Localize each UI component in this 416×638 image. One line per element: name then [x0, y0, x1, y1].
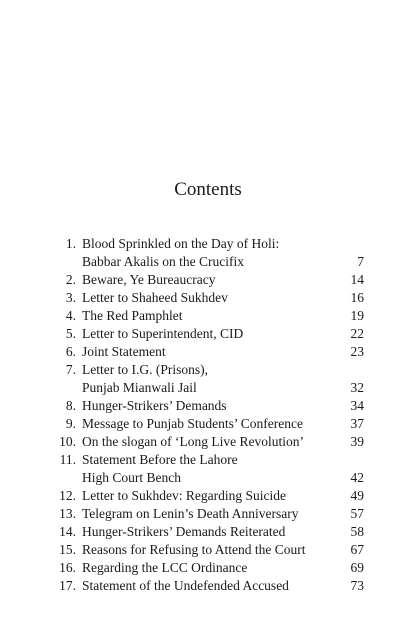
entry-page-number: 37: [350, 416, 364, 431]
toc-entry: [58, 397, 364, 415]
entry-title-line: High Court Bench: [82, 470, 181, 485]
entry-title-line: The Red Pamphlet: [82, 308, 183, 323]
toc-entry: [58, 361, 364, 397]
toc-entry: [58, 577, 364, 595]
entry-title-line: Message to Punjab Students’ Conference: [82, 416, 303, 431]
toc-entry: [58, 505, 364, 523]
entry-page-number: 57: [350, 506, 364, 521]
entry-page-number: 73: [350, 578, 364, 593]
toc-entry: [58, 271, 364, 289]
toc-entry: [58, 343, 364, 361]
entry-title-line: Hunger-Strikers’ Demands Reiterated: [82, 524, 286, 539]
entry-page-number: 69: [350, 560, 364, 575]
entry-title-line: Statement Before the Lahore: [82, 452, 238, 467]
entry-page-number: 39: [350, 434, 364, 449]
toc-entry: [58, 235, 364, 271]
entry-page-number: 49: [350, 488, 364, 503]
entry-number: 15.: [59, 542, 76, 557]
entry-page-number: 14: [350, 272, 364, 287]
entry-number: 14.: [59, 524, 76, 539]
entry-page-number: 34: [350, 398, 364, 413]
entry-number: 6.: [65, 344, 76, 359]
entry-page-number: 19: [350, 308, 364, 323]
entry-page-number: 22: [350, 326, 364, 341]
toc-entry: [58, 433, 364, 451]
entry-title-line: Blood Sprinkled on the Day of Holi:: [82, 236, 280, 251]
entry-number: 2.: [65, 272, 76, 287]
entry-number: 11.: [59, 452, 76, 467]
entry-number: 12.: [59, 488, 76, 503]
entry-number: 5.: [65, 326, 76, 341]
entry-number: 1.: [65, 236, 76, 251]
toc-entry: [58, 451, 364, 487]
contents-title: Contents: [174, 179, 242, 200]
table-of-contents: [58, 235, 364, 595]
entry-title-line: Reasons for Refusing to Attend the Court: [82, 542, 306, 557]
toc-entry: [58, 523, 364, 541]
entry-number: 7.: [65, 362, 76, 377]
entry-title-line: Letter to I.G. (Prisons),: [82, 362, 208, 377]
entry-title-line: Babbar Akalis on the Crucifix: [82, 254, 244, 269]
entry-title-line: Statement of the Undefended Accused: [82, 578, 289, 593]
entry-title-line: Punjab Mianwali Jail: [82, 380, 197, 395]
entry-title-line: Letter to Sukhdev: Regarding Suicide: [82, 488, 286, 503]
entry-number: 4.: [65, 308, 76, 323]
entry-number: 16.: [59, 560, 76, 575]
entry-page-number: 16: [350, 290, 364, 305]
entry-page-number: 67: [350, 542, 364, 557]
entry-number: 9.: [65, 416, 76, 431]
toc-entry: [58, 541, 364, 559]
entry-page-number: 58: [350, 524, 364, 539]
entry-page-number: 32: [350, 380, 364, 395]
entry-title-line: Telegram on Lenin’s Death Anniversary: [82, 506, 299, 521]
entry-title-line: Regarding the LCC Ordinance: [82, 560, 248, 575]
toc-entry: [58, 289, 364, 307]
entry-title-line: Joint Statement: [82, 344, 166, 359]
entry-page-number: 23: [350, 344, 364, 359]
entry-title-line: Letter to Shaheed Sukhdev: [82, 290, 228, 305]
entry-title-line: Beware, Ye Bureaucracy: [82, 272, 216, 287]
toc-entry: [58, 325, 364, 343]
toc-entry: [58, 559, 364, 577]
entry-number: 8.: [65, 398, 76, 413]
toc-entry: [58, 415, 364, 433]
entry-page-number: 42: [350, 470, 364, 485]
entry-title-line: Hunger-Strikers’ Demands: [82, 398, 227, 413]
toc-entry: [58, 307, 364, 325]
entry-title-line: Letter to Superintendent, CID: [82, 326, 244, 341]
entry-number: 17.: [59, 578, 76, 593]
entry-number: 13.: [59, 506, 76, 521]
toc-entry: [58, 487, 364, 505]
entry-number: 10.: [59, 434, 76, 449]
entry-number: 3.: [65, 290, 76, 305]
entry-title-line: On the slogan of ‘Long Live Revolution’: [82, 434, 304, 449]
entry-page-number: 7: [357, 254, 364, 269]
